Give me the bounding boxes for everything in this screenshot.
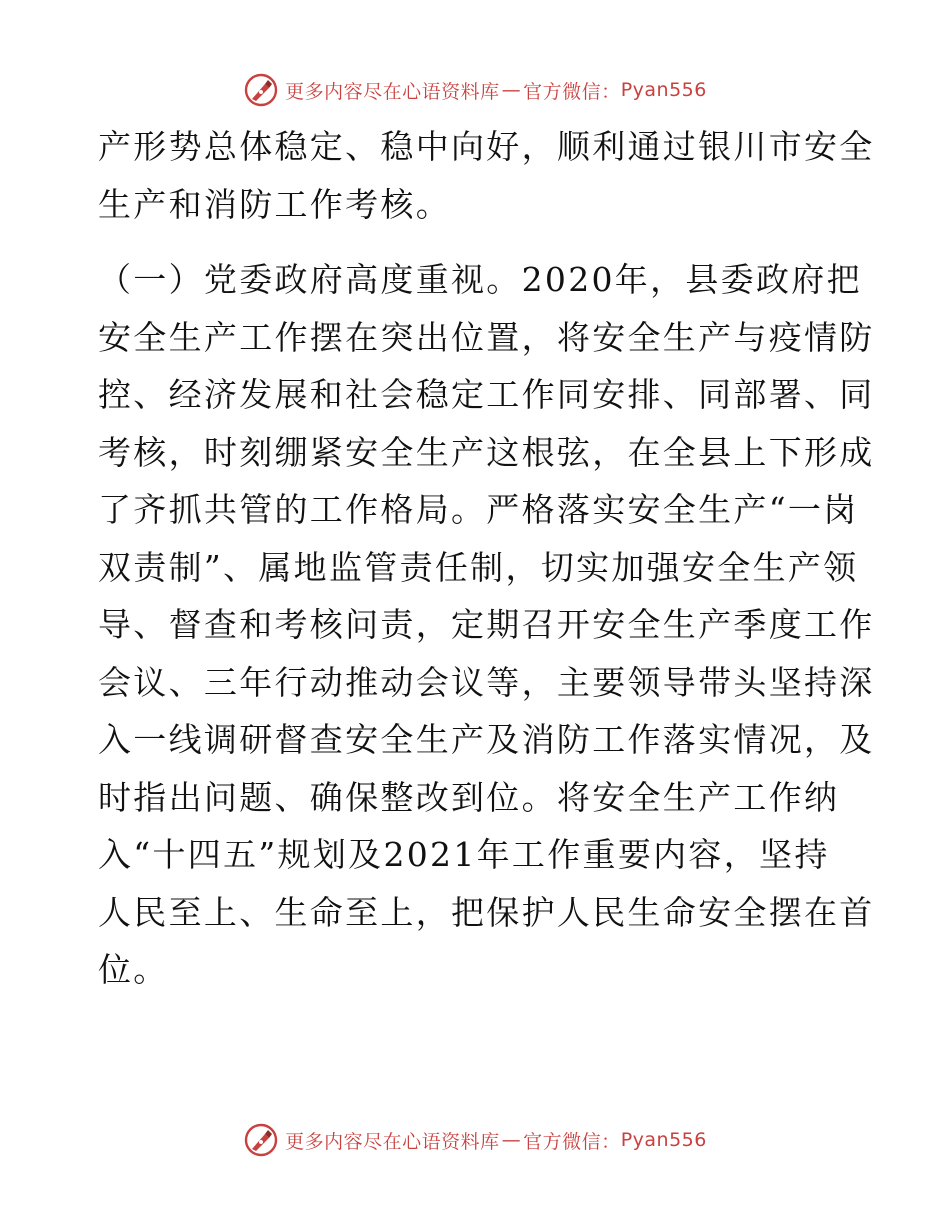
text-line: 导、督查和考核问责，定期召开安全生产季度工作 (98, 605, 875, 644)
pen-nib-logo-icon (243, 72, 279, 108)
document-body (98, 118, 875, 999)
text-line: 位。 (98, 950, 169, 989)
section-paragraph (98, 251, 875, 999)
watermark-contact-label: 官方微信： (523, 1130, 621, 1153)
watermark-contact-id: Pyan556 (620, 79, 707, 101)
text-line: 生产和消防工作考核。 (98, 184, 451, 224)
text-line: 考核，时刻绷紧安全生产这根弦，在全县上下形成 (98, 432, 875, 472)
footer-watermark (0, 1120, 950, 1160)
watermark-separator: — (501, 79, 522, 101)
section-heading-line: （一）党委政府高度重视。2020年，县委政府把 (98, 260, 862, 299)
watermark-brand-text: 更多内容尽在心语资料库 (285, 80, 500, 103)
intro-paragraph (98, 118, 875, 233)
text-line: 会议、三年行动推动会议等，主要领导带头坚持深 (98, 662, 875, 702)
text-line: 时指出问题、确保整改到位。将安全生产工作纳 (98, 777, 840, 817)
text-line: 人民至上、生命至上，把保护人民生命安全摆在首 (98, 892, 875, 932)
header-watermark (0, 70, 950, 110)
watermark-brand-text: 更多内容尽在心语资料库 (285, 1130, 500, 1153)
text-line: 安全生产工作摆在突出位置，将安全生产与疫情防 (98, 317, 875, 357)
text-line: 双责制”、属地监管责任制，切实加强安全生产领 (98, 547, 859, 587)
text-line: 控、经济发展和社会稳定工作同安排、同部署、同 (98, 375, 875, 414)
text-line: 入一线调研督查安全生产及消防工作落实情况，及 (98, 720, 875, 759)
text-line: 入“十四五”规划及2021年工作重要内容，坚持 (98, 835, 830, 874)
watermark-separator: — (501, 1129, 522, 1151)
text-line: 产形势总体稳定、稳中向好，顺利通过银川市安全 (98, 127, 875, 166)
text-line: 了齐抓共管的工作格局。严格落实安全生产“一岗 (98, 490, 859, 529)
watermark-contact-id: Pyan556 (620, 1129, 707, 1151)
pen-nib-logo-icon (243, 1122, 279, 1158)
watermark-contact-label: 官方微信： (523, 80, 621, 103)
